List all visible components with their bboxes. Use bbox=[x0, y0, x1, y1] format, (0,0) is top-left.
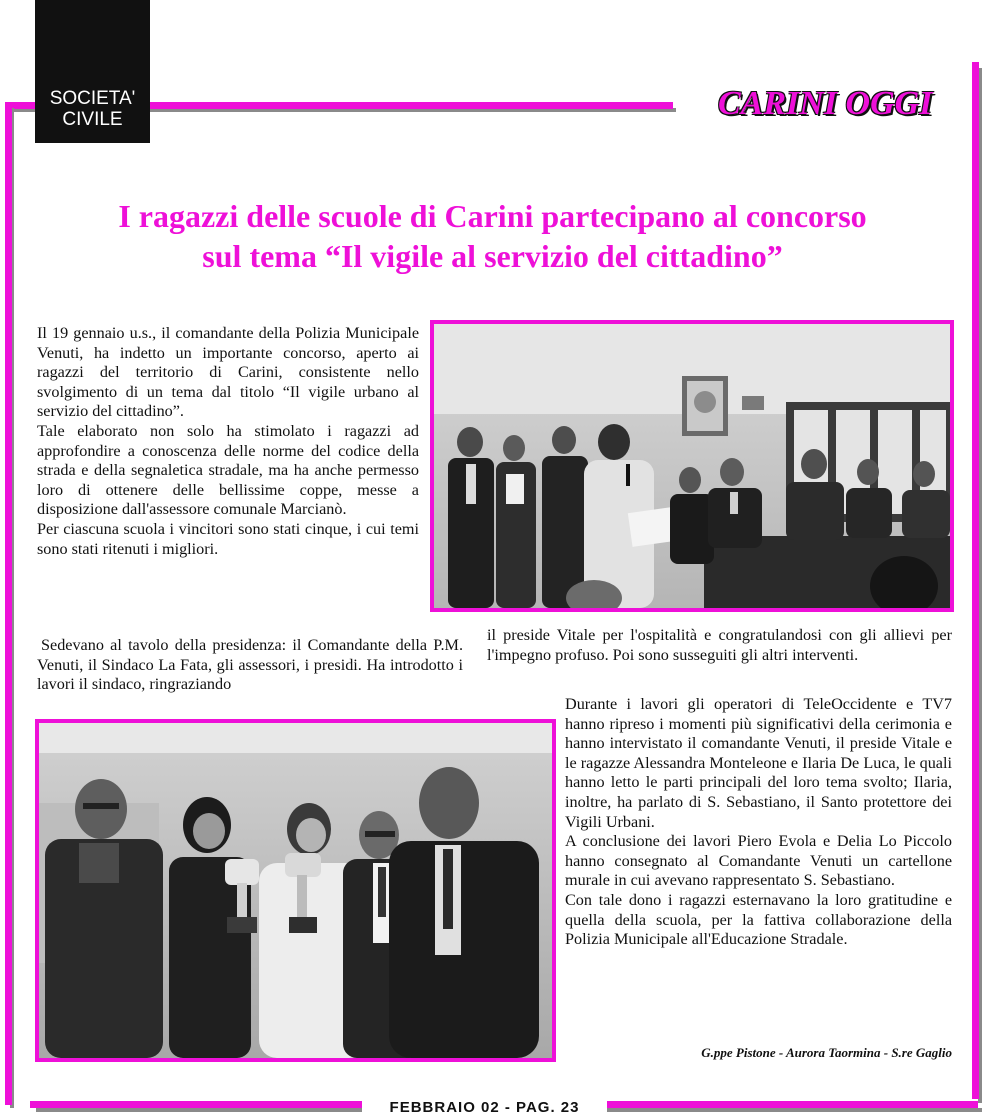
frame-bar-right bbox=[972, 62, 979, 1099]
headline-line2: sul tema “Il vigile al servizio del cittadino” bbox=[202, 238, 783, 274]
award-group-photo bbox=[35, 719, 556, 1062]
section-tag bbox=[35, 0, 150, 143]
frame-bar-left bbox=[5, 102, 12, 1105]
masthead-logo: CARINI OGGI bbox=[718, 85, 933, 122]
article-paragraph: Il 19 gennaio u.s., il comandante della Polizia Municipale Venuti, ha indetto un importante concorso, aperto ai ragazzi del territorio di Carini, consistente nello svolgimento di un tema dal titolo “Il vigile urbano al servizio del cittadino”. bbox=[37, 324, 419, 421]
ceremony-photo-image bbox=[434, 324, 950, 608]
article-paragraph: Con tale dono i ragazzi esternavano la loro gratitudine e quella della scuola, per la fattiva collaborazione della Polizia Municipale all'Educazione Stradale. bbox=[565, 890, 952, 949]
section-tag-line2: CIVILE bbox=[62, 109, 123, 130]
article-paragraph: il preside Vitale per l'ospitalità e congratulandosi con gli allievi per l'impegno profuso. Poi sono susseguiti gli altri interventi. bbox=[487, 626, 952, 664]
headline-line1: I ragazzi delle scuole di Carini partecipano al concorso bbox=[118, 198, 867, 234]
article-paragraph: Tale elaborato non solo ha stimolato i ragazzi ad approfondire a conoscenza delle norme del codice della strada e della segnaletica stradale, ma ha anche permesso loro di ottenere delle bellissime coppe, messe a disposizione dall'assessore comunale Marcianò. bbox=[37, 421, 419, 519]
article-column-left bbox=[37, 324, 419, 559]
article-credits: G.ppe Pistone - Aurora Taormina - S.re Gaglio bbox=[701, 1045, 952, 1060]
section-tag-line1: SOCIETA' bbox=[49, 88, 136, 109]
article-column-right-lower bbox=[565, 695, 952, 950]
article-paragraph: Per ciascuna scuola i vincitori sono stati cinque, i cui temi sono stati ritenuti i migliori. bbox=[37, 519, 419, 558]
article-headline bbox=[20, 196, 965, 276]
award-group-photo-image bbox=[39, 723, 552, 1058]
article-paragraph: A conclusione dei lavori Piero Evola e Delia Lo Piccolo hanno consegnato al Comandante Venuti un cartellone murale in cui avevano rappresentato S. Sebastiano. bbox=[565, 832, 952, 890]
article-column-right-mid bbox=[487, 626, 952, 665]
article-column-left-lower bbox=[37, 636, 463, 695]
article-paragraph: Sedevano al tavolo della presidenza: il Comandante della P.M. Venuti, il Sindaco La Fata, gli assessori, i presidi. Ha introdotto i lavori il sindaco, ringraziando bbox=[37, 636, 463, 694]
article-paragraph: Durante i lavori gli operatori di TeleOccidente e TV7 hanno ripreso i momenti più significativi della cerimonia e hanno intervistato il comandante Venuti, il preside Vitale e le ragazze Alessandra Monteleone e Ilaria De Luca, le quali hanno letto le parti principali del loro tema svolto; Ilaria, inoltre, ha parlato di S. Sebastiano, il Santo protettore dei Vigili Urbani. bbox=[565, 695, 952, 831]
page-footer: FEBBRAIO 02 - PAG. 23 bbox=[362, 1097, 607, 1119]
ceremony-photo bbox=[430, 320, 954, 612]
